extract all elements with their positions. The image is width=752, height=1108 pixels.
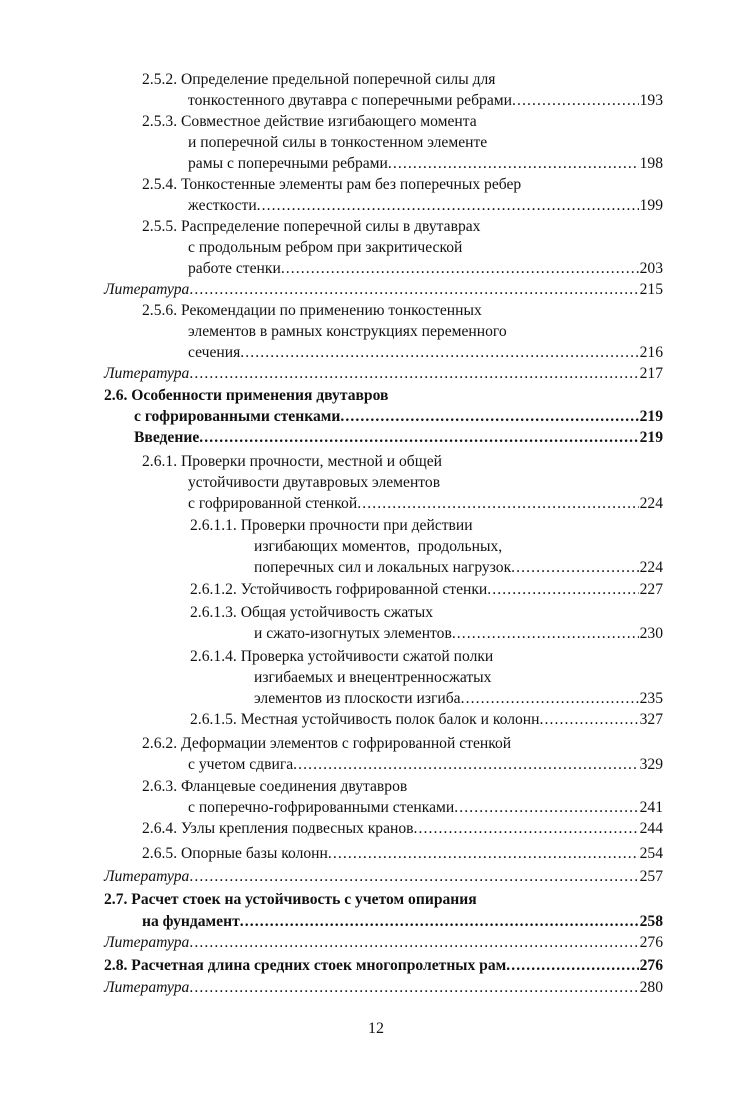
leader-dots (189, 364, 638, 384)
page-ref: 216 (639, 344, 663, 361)
toc-literature-1[interactable]: Литература ..... 215 (104, 280, 663, 300)
page-ref: 217 (639, 365, 663, 382)
toc-entry-2-5-6[interactable]: сечения ..... 216 (188, 343, 663, 363)
toc-entry-number: 2.6.1.4. (190, 648, 237, 665)
toc-introduction[interactable]: Введение ..... 219 (134, 428, 663, 448)
toc-entry-2-5-6-title: 2.5.6. Рекомендации по применению тонкостенных (142, 302, 482, 319)
page-ref: 224 (639, 495, 663, 512)
toc-entry-number: 2.6.1. (142, 453, 178, 470)
page-ref: 215 (639, 281, 663, 298)
toc-entry-number: 2.5.2. (142, 71, 178, 88)
page-ref: 203 (639, 260, 663, 277)
leader-dots (511, 558, 638, 578)
leader-dots (487, 580, 638, 600)
page-ref: 219 (639, 429, 663, 446)
leader-dots (454, 798, 638, 818)
leader-dots (414, 819, 639, 839)
leader-dots (357, 494, 638, 514)
toc-entry-2-6-1-4-title: 2.6.1.4. Проверка устойчивости сжатой полки (190, 648, 494, 665)
page-ref: 224 (639, 559, 663, 576)
toc-entry-2-6-1-4-line2: изгибаемых и внецентренносжатых (254, 669, 492, 686)
toc-entry-2-6-2[interactable]: с учетом сдвига ..... 329 (188, 755, 663, 775)
toc-entry-2-5-4-title: 2.5.4. Тонкостенные элементы рам без поперечных ребер (142, 176, 522, 193)
toc-entry-2-6-1-3[interactable]: и сжато-изогнутых элементов ..... 230 (254, 624, 663, 644)
page-ref: 329 (639, 756, 663, 773)
page-ref: 276 (639, 934, 663, 951)
leader-dots (189, 978, 638, 998)
page-ref: 257 (639, 868, 663, 885)
toc-literature-5[interactable]: Литература ..... 280 (104, 978, 663, 998)
toc-entry-number: 2.6.4. (142, 820, 178, 837)
toc-entry-number: 2.6.1.5. (190, 711, 237, 728)
toc-literature-2[interactable]: Литература ..... 217 (104, 364, 663, 384)
toc-entry-2-5-6-line2: элементов в рамных конструкциях переменного (188, 323, 507, 340)
toc-entry-number: 2.5.5. (142, 218, 178, 235)
toc-entry-number: 2.6.1.1. (190, 517, 237, 534)
toc-entry-2-5-2[interactable]: тонкостенного двутавра с поперечными ребрами ..... 193 (188, 91, 663, 111)
page-ref: 276 (639, 957, 663, 974)
toc-entry-2-6-1-5[interactable]: 2.6.1.5. Местная устойчивость полок балок и колонн ..... 327 (190, 710, 663, 730)
toc-entry-2-6-1-line2: устойчивости двутавровых элементов (188, 474, 441, 491)
toc-entry-2-6-4[interactable]: 2.6.4. Узлы крепления подвесных кранов ..... 244 (142, 819, 663, 839)
toc-entry-2-5-4[interactable]: жесткости ..... 199 (188, 196, 663, 216)
leader-dots (189, 867, 638, 887)
toc-entry-2-5-3-title: 2.5.3. Совместное действие изгибающего момента (142, 113, 477, 130)
leader-dots (199, 428, 638, 448)
page-ref: 241 (639, 799, 663, 816)
toc-section-2-7[interactable]: на фундамент ..... 258 (142, 912, 663, 932)
page-ref: 327 (639, 711, 663, 728)
toc-entry-number: 2.6.1.2. (190, 581, 237, 598)
toc-section-2-6-title: 2.6. Особенности применения двутавров (104, 387, 389, 404)
toc-entry-2-6-1[interactable]: с гофрированной стенкой ..... 224 (188, 494, 663, 514)
toc-entry-number: 2.5.6. (142, 302, 178, 319)
toc-section-2-6[interactable]: с гофрированными стенками ..... 219 (134, 407, 663, 427)
toc-entry-2-5-3[interactable]: рамы с поперечными ребрами ..... 198 (188, 154, 663, 174)
leader-dots (189, 280, 638, 300)
page-ref: 198 (639, 155, 663, 172)
leader-dots (512, 91, 639, 111)
page-ref: 235 (639, 690, 663, 707)
page-ref: 244 (639, 820, 663, 837)
toc-entry-2-5-3-line2: и поперечной силы в тонкостенном элементе (188, 134, 488, 151)
leader-dots (540, 710, 639, 730)
toc-entry-number: 2.6.3. (142, 778, 178, 795)
leader-dots (506, 956, 638, 976)
page-ref: 258 (639, 913, 663, 930)
leader-dots (328, 844, 639, 864)
leader-dots (281, 259, 639, 279)
toc-literature-3[interactable]: Литература ..... 257 (104, 867, 663, 887)
toc-entry-number: 2.5.4. (142, 176, 178, 193)
toc-entry-2-5-2-title: 2.5.2. Определение предельной поперечной силы для (142, 71, 496, 88)
toc-entry-number: 2.6.1.3. (190, 604, 237, 621)
page-ref: 193 (639, 92, 663, 109)
leader-dots (240, 343, 638, 363)
toc-section-2-7-title: 2.7. Расчет стоек на устойчивость с учетом опирания (104, 891, 477, 908)
leader-dots (293, 755, 638, 775)
toc-section-2-8[interactable]: 2.8. Расчетная длина средних стоек многопролетных рам ..... 276 (104, 956, 663, 976)
leader-dots (240, 912, 639, 932)
toc-entry-2-6-1-3-title: 2.6.1.3. Общая устойчивость сжатых (190, 604, 434, 621)
toc-entry-2-5-5[interactable]: работе стенки ..... 203 (188, 259, 663, 279)
toc-entry-2-6-3[interactable]: с поперечно-гофрированными стенками ..... 241 (188, 798, 663, 818)
toc-entry-2-6-1-1-title: 2.6.1.1. Проверки прочности при действии (190, 517, 473, 534)
page-ref: 254 (639, 845, 663, 862)
toc-entry-2-6-1-4[interactable]: элементов из плоскости изгиба ..... 235 (254, 689, 663, 709)
page-number: 12 (368, 1020, 384, 1037)
toc-literature-4[interactable]: Литература ..... 276 (104, 933, 663, 953)
leader-dots (452, 624, 639, 644)
leader-dots (461, 689, 639, 709)
page-ref: 199 (639, 197, 663, 214)
toc-entry-number: 2.6.2. (142, 735, 178, 752)
toc-entry-number: 2.5.3. (142, 113, 178, 130)
toc-entry-2-6-1-1[interactable]: поперечных сил и локальных нагрузок ..... 224 (254, 558, 663, 578)
toc-entry-number: 2.6.5. (142, 845, 178, 862)
toc-entry-2-6-1-title: 2.6.1. Проверки прочности, местной и общей (142, 453, 442, 470)
toc-entry-2-6-2-title: 2.6.2. Деформации элементов с гофрированной стенкой (142, 735, 512, 752)
toc-entry-2-5-5-title: 2.5.5. Распределение поперечной силы в двутаврах (142, 218, 481, 235)
leader-dots (257, 196, 639, 216)
toc-entry-2-6-1-1-line2: изгибающих моментов, продольных, (254, 538, 503, 555)
toc-entry-2-5-5-line2: с продольным ребром при закритической (188, 239, 463, 256)
leader-dots (189, 933, 638, 953)
toc-entry-2-6-1-2[interactable]: 2.6.1.2. Устойчивость гофрированной стенки ..... 227 (190, 580, 663, 600)
leader-dots (340, 407, 638, 427)
page-ref: 280 (639, 979, 663, 996)
leader-dots (388, 154, 639, 174)
page-ref: 219 (639, 408, 663, 425)
page-ref: 230 (639, 625, 663, 642)
toc-entry-2-6-5[interactable]: 2.6.5. Опорные базы колонн ..... 254 (142, 844, 663, 864)
page-ref: 227 (639, 581, 663, 598)
toc-entry-2-6-3-title: 2.6.3. Фланцевые соединения двутавров (142, 778, 408, 795)
